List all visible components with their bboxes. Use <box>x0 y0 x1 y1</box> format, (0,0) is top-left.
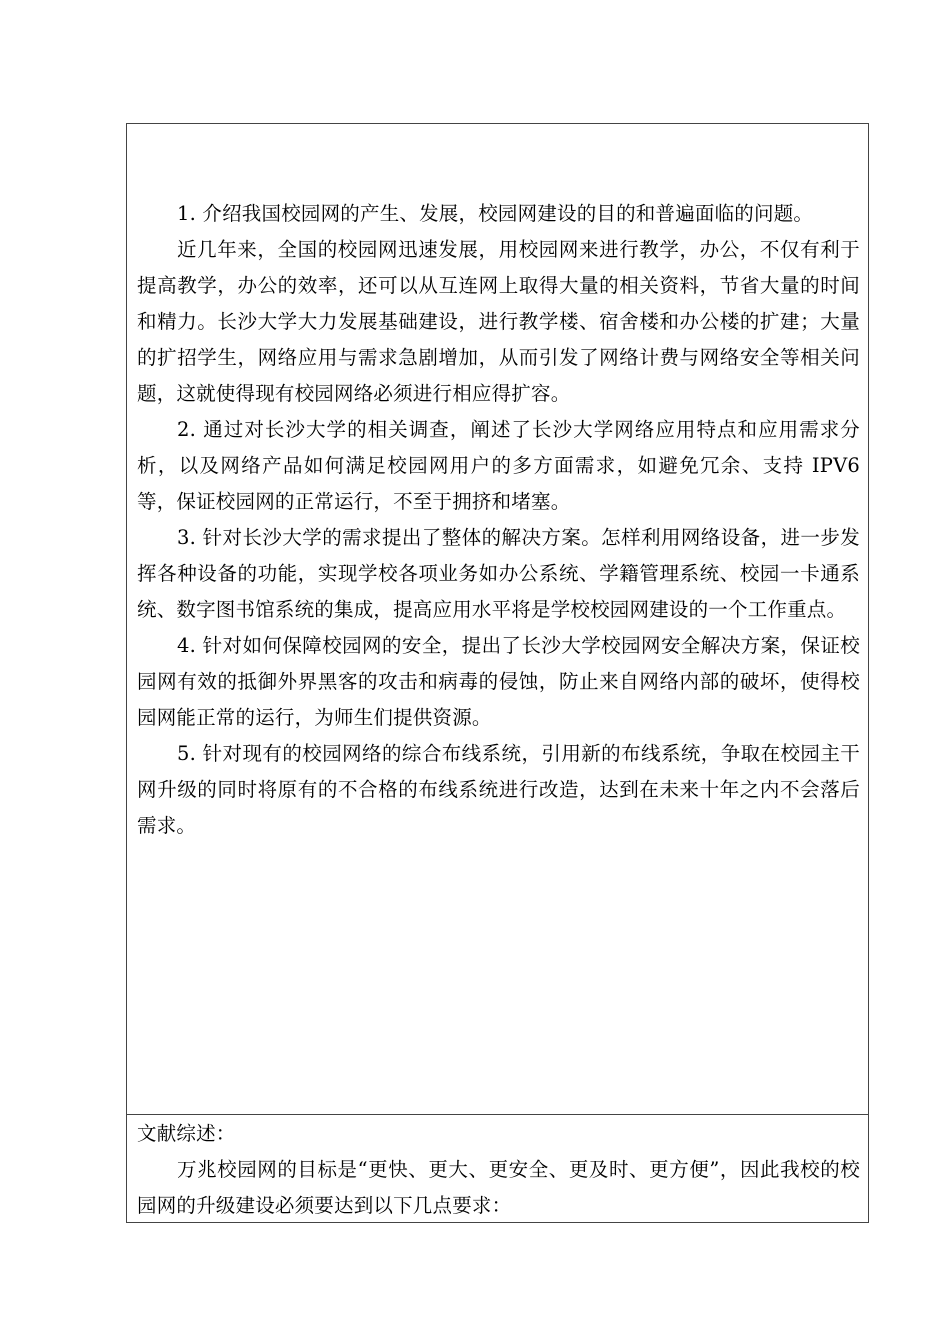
literature-review-paragraph: 万兆校园网的目标是“更快、更大、更安全、更及时、更方便”，因此我校的校园网的升级建设必须要达到以下几点要求： <box>137 1158 860 1217</box>
literature-review-cell <box>127 1115 868 1222</box>
paragraph-item-2: 2. 通过对长沙大学的相关调查，阐述了长沙大学网络应用特点和应用需求分析，以及网络产品如何满足校园网用户的多方面需求，如避免冗余、支持 IPV6 等，保证校园网的正常运行，不至于拥挤和堵塞。 <box>137 418 860 513</box>
paragraph-item-1: 1. 介绍我国校园网的产生、发展，校园网建设的目的和普遍面临的问题。 <box>177 202 814 225</box>
paragraph-intro-background: 近几年来，全国的校园网迅速发展，用校园网来进行教学，办公，不仅有利于提高教学，办公的效率，还可以从互连网上取得大量的相关资料，节省大量的时间和精力。长沙大学大力发展基础建设，进行教学楼、宿舍楼和办公楼的扩建；大量的扩招学生，网络应用与需求急剧增加，从而引发了网络计费与网络安全等相关问题，这就使得现有校园网络必须进行相应得扩容。 <box>137 238 860 405</box>
paragraph-item-5: 5. 针对现有的校园网络的综合布线系统，引用新的布线系统，争取在校园主干网升级的同时将原有的不合格的布线系统进行改造，达到在未来十年之内不会落后需求。 <box>137 742 860 837</box>
paragraph-item-4: 4. 针对如何保障校园网的安全，提出了长沙大学校园网安全解决方案，保证校园网有效的抵御外界黑客的攻击和病毒的侵蚀，防止来自网络内部的破坏，使得校园网能正常的运行，为师生们提供资源。 <box>137 634 860 729</box>
form-table <box>126 123 869 1223</box>
content-cell <box>127 124 868 1115</box>
literature-review-heading: 文献综述： <box>137 1122 236 1145</box>
paragraph-item-3: 3. 针对长沙大学的需求提出了整体的解决方案。怎样利用网络设备，进一步发挥各种设备的功能，实现学校各项业务如办公系统、学籍管理系统、校园一卡通系统、数字图书馆系统的集成，提高应用水平将是学校校园网建设的一个工作重点。 <box>137 526 860 621</box>
